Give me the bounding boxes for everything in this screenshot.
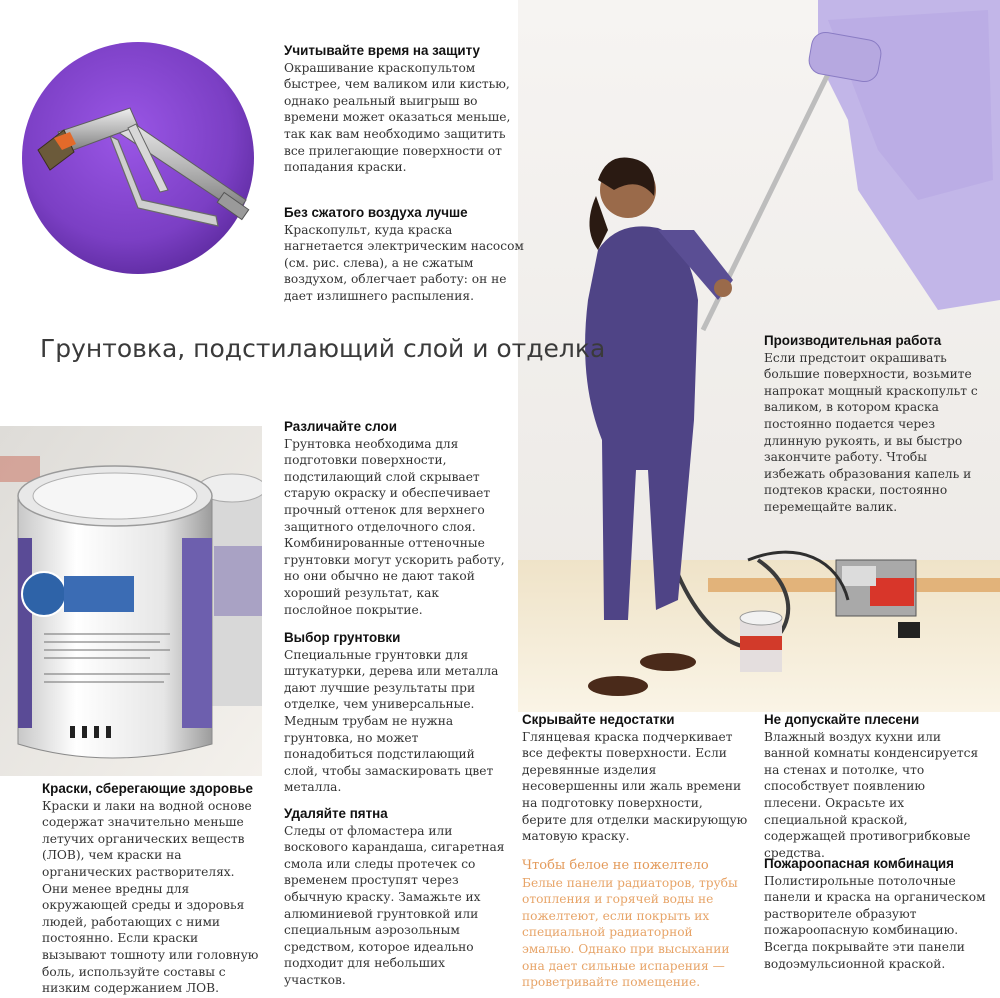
section-heading: Выбор грунтовки — [284, 630, 401, 645]
paint-can-image — [0, 426, 262, 776]
section-productive — [764, 333, 986, 516]
section-text: Краскопульт, куда краска нагнетается электрическим насосом (см. рис. слева), а не сжатым воздухом, облегчает работу: он не дает излишнего распыления. — [284, 222, 524, 303]
section-text: Глянцевая краска подчеркивает все дефекты поверхности. Если деревянные изделия несовершенны или жаль времени на подготовку поверхности, берите для отделки маскирующую матовую краску. — [522, 729, 748, 844]
section-hide-flaws — [522, 712, 748, 845]
section-stains — [284, 806, 510, 989]
section-heading: Различайте слои — [284, 419, 397, 434]
section-heading: Удаляйте пятна — [284, 806, 388, 821]
section-heading: Скрывайте недостатки — [522, 712, 675, 727]
section-text: Следы от фломастера или воскового карандаша, сигаретная смола или следы протечек со временем проступят через обычную краску. Замажьте их алюминиевой грунтовкой или специальным аэрозольным средством, которое идеально подходит для небольших участков. — [284, 823, 505, 987]
section-heading: Не допускайте плесени — [764, 712, 920, 727]
section-primer-choice — [284, 630, 510, 796]
section-text: Краски и лаки на водной основе содержат значительно меньше летучих органических веществ (ЛОВ), чем краски на органических растворителях. Они менее вредны для окружающей среды и здоровья людей, работающих с ними постоянно. Если краски вызывают тошноту или головную боль, используйте составы с низким содержанием ЛОВ. — [42, 798, 259, 996]
section-mold — [764, 712, 986, 861]
section-heading: Учитывайте время на защиту — [284, 43, 480, 58]
section-no-air — [284, 205, 528, 305]
section-protect-time — [284, 43, 528, 176]
section-heading: Краски, сберегающие здоровье — [42, 781, 254, 796]
section-text: Специальные грунтовки для штукатурки, дерева или металла дают лучшие результаты при отделке, чем универсальные. Медным трубам не нужна грунтовка, но может понадобиться подстилающий слой, чтобы замаскировать цвет металла. — [284, 647, 499, 795]
section-heading: Без сжатого воздуха лучше — [284, 205, 468, 220]
page-title: Грунтовка, подстилающий слой и отделка — [40, 334, 606, 363]
section-text: Окрашивание краскопультом быстрее, чем валиком или кистью, однако реальный выигрыш во времени может оказаться меньше, так как вам необходимо защитить все прилегающие поверхности от попадания краски. — [284, 60, 511, 175]
section-heading: Пожароопасная комбинация — [764, 856, 954, 871]
section-text: Если предстоит окрашивать большие поверхности, возьмите напрокат мощный краскопульт с валиком, в котором краска постоянно подается через длинную рукоять, и вы быстро закончите работу. Чтобы избежать образования капель и подтеков краски, постоянно перемещайте валик. — [764, 350, 978, 514]
section-text: Грунтовка необходима для подготовки поверхности, подстилающий слой скрывает старую окраску и обеспечивает прочный оттенок для верхнего защитного отделочного слоя. Комбинированные оттеночные грунтовки могут ускорить работу, но они обычно не дают такой хороший результат, как послойное покрытие. — [284, 436, 505, 617]
section-text: Полистирольные потолочные панели и краска на органическом растворителе образуют пожароопасную комбинацию. Всегда покрывайте эти панели водоэмульсионной краской. — [764, 873, 986, 971]
section-heading: Чтобы белое не пожелтело — [522, 858, 709, 873]
section-layers — [284, 419, 508, 618]
section-white-panels — [522, 858, 748, 991]
section-fire — [764, 856, 986, 972]
section-healthy-paints — [42, 781, 264, 997]
section-heading: Производительная работа — [764, 333, 942, 348]
section-text: Влажный воздух кухни или ванной комнаты конденсируется на стенах и потолке, что способствует появлению плесени. Окрасьте их специальной краской, содержащей противогрибковые средства. — [764, 729, 979, 860]
section-text: Белые панели радиаторов, трубы отопления и горячей воды не пожелтеют, если покрыть их специальной радиаторной эмалью. Однако при высыхании она дает сильные испарения — проветривайте помещение. — [522, 875, 738, 990]
spray-gun-image — [18, 40, 258, 278]
